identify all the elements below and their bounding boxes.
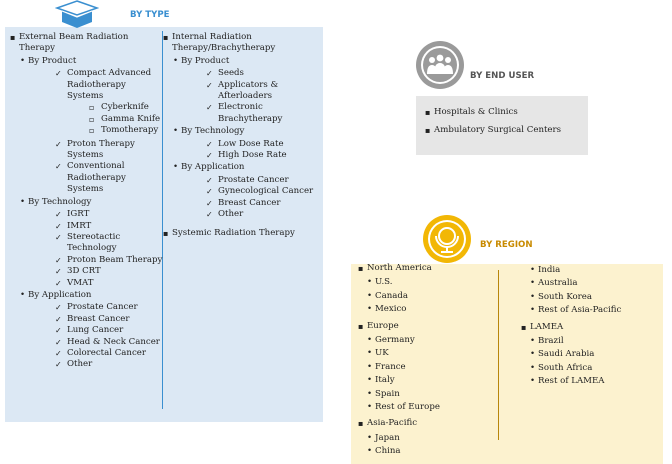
int-product-item: ✓ Seeds bbox=[218, 68, 320, 79]
ext-technology-item: ✓ IMRT bbox=[67, 221, 164, 232]
region-country: • Rest of Europe bbox=[375, 401, 492, 414]
int-by-product-label: • By Product bbox=[181, 56, 320, 67]
int-by-technology-label: • By Technology bbox=[181, 126, 320, 137]
ext-technology-item: ✓ Proton Beam Therapy bbox=[67, 255, 164, 266]
ext-application-item: ✓ Colorectal Cancer bbox=[67, 348, 164, 359]
region-country: • Mexico bbox=[375, 303, 492, 316]
region-country: • U.S. bbox=[375, 276, 492, 289]
ext-application-item: ✓ Breast Cancer bbox=[67, 314, 164, 325]
region-country: • France bbox=[375, 361, 492, 374]
region-country: • Canada bbox=[375, 290, 492, 303]
region-asia-pacific: ▪ Asia-Pacific bbox=[367, 418, 492, 429]
int-application-item: ✓ Breast Cancer bbox=[218, 198, 320, 209]
int-product-item: ✓ Electronic Brachytherapy bbox=[218, 102, 320, 125]
ext-by-product-label: • By Product bbox=[28, 56, 164, 67]
region-country: • China bbox=[375, 445, 492, 458]
ext-product-sub-item: ▫ Cyberknife bbox=[101, 102, 164, 113]
ext-product-sub-item: ▫ Gamma Knife bbox=[101, 114, 164, 125]
external-beam-label: ▪ External Beam Radiation Therapy bbox=[19, 32, 164, 55]
int-application-item: ✓ Other bbox=[218, 209, 320, 220]
region-column-right bbox=[530, 264, 660, 389]
by-region-divider bbox=[498, 270, 499, 440]
region-country: • UK bbox=[375, 347, 492, 360]
region-north-america: ▪ North America bbox=[367, 263, 492, 274]
int-technology-item: ✓ High Dose Rate bbox=[218, 150, 320, 161]
region-country: • South Africa bbox=[538, 362, 660, 375]
group-of-people-icon bbox=[415, 40, 465, 90]
ext-product-item: ✓ Conventional Radiotherapy Systems bbox=[67, 161, 164, 195]
ext-product-sub-item: ▫ Tomotherapy bbox=[101, 125, 164, 136]
globe-icon bbox=[422, 214, 472, 264]
ext-by-technology-label: • By Technology bbox=[28, 197, 164, 208]
ext-application-item: ✓ Prostate Cancer bbox=[67, 302, 164, 313]
region-country: • Spain bbox=[375, 388, 492, 401]
ext-technology-item: ✓ 3D CRT bbox=[67, 266, 164, 277]
by-end-user-header: BY END USER bbox=[470, 71, 535, 81]
region-country: • Saudi Arabia bbox=[538, 348, 660, 361]
by-region-header: BY REGION bbox=[480, 240, 533, 250]
region-country: • Italy bbox=[375, 374, 492, 387]
ext-technology-item: ✓ IGRT bbox=[67, 209, 164, 220]
internal-radiation-label: ▪ Internal Radiation Therapy/Brachytherapy bbox=[172, 32, 320, 55]
region-country: • Australia bbox=[538, 277, 660, 290]
ext-technology-item: ✓ VMAT bbox=[67, 278, 164, 289]
end-user-list bbox=[434, 107, 584, 137]
end-user-item: ▪ Hospitals & Clinics bbox=[434, 107, 584, 118]
ext-technology-item: ✓ Stereotactic Technology bbox=[67, 232, 164, 255]
ext-product-item: ✓ Proton Therapy Systems bbox=[67, 139, 164, 162]
by-type-header: BY TYPE bbox=[130, 10, 170, 20]
region-column-left bbox=[367, 263, 492, 459]
ext-by-application-label: • By Application bbox=[28, 290, 164, 301]
int-application-item: ✓ Prostate Cancer bbox=[218, 175, 320, 186]
int-technology-item: ✓ Low Dose Rate bbox=[218, 139, 320, 150]
end-user-item: ▪ Ambulatory Surgical Centers bbox=[434, 125, 584, 136]
box-icon bbox=[55, 0, 99, 30]
external-beam-column bbox=[19, 32, 164, 371]
region-europe: ▪ Europe bbox=[367, 321, 492, 332]
region-country: • Rest of LAMEA bbox=[538, 375, 660, 388]
region-lamea: ▪ LAMEA bbox=[530, 322, 660, 333]
region-country: • Brazil bbox=[538, 335, 660, 348]
ext-product-item: ✓ Compact Advanced Radiotherapy Systems bbox=[67, 68, 164, 102]
ext-application-item: ✓ Lung Cancer bbox=[67, 325, 164, 336]
ext-application-item: ✓ Other bbox=[67, 359, 164, 370]
region-country: • India bbox=[538, 264, 660, 277]
int-application-item: ✓ Gynecological Cancer bbox=[218, 186, 320, 197]
region-country: • Rest of Asia-Pacific bbox=[538, 304, 660, 317]
region-country: • Japan bbox=[375, 432, 492, 445]
systemic-radiation-label: ▪ Systemic Radiation Therapy bbox=[172, 228, 320, 239]
ext-application-item: ✓ Head & Neck Cancer bbox=[67, 337, 164, 348]
int-product-item: ✓ Applicators & Afterloaders bbox=[218, 80, 320, 103]
internal-radiation-column bbox=[172, 32, 320, 239]
region-country: • Germany bbox=[375, 334, 492, 347]
region-country: • South Korea bbox=[538, 291, 660, 304]
int-by-application-label: • By Application bbox=[181, 162, 320, 173]
